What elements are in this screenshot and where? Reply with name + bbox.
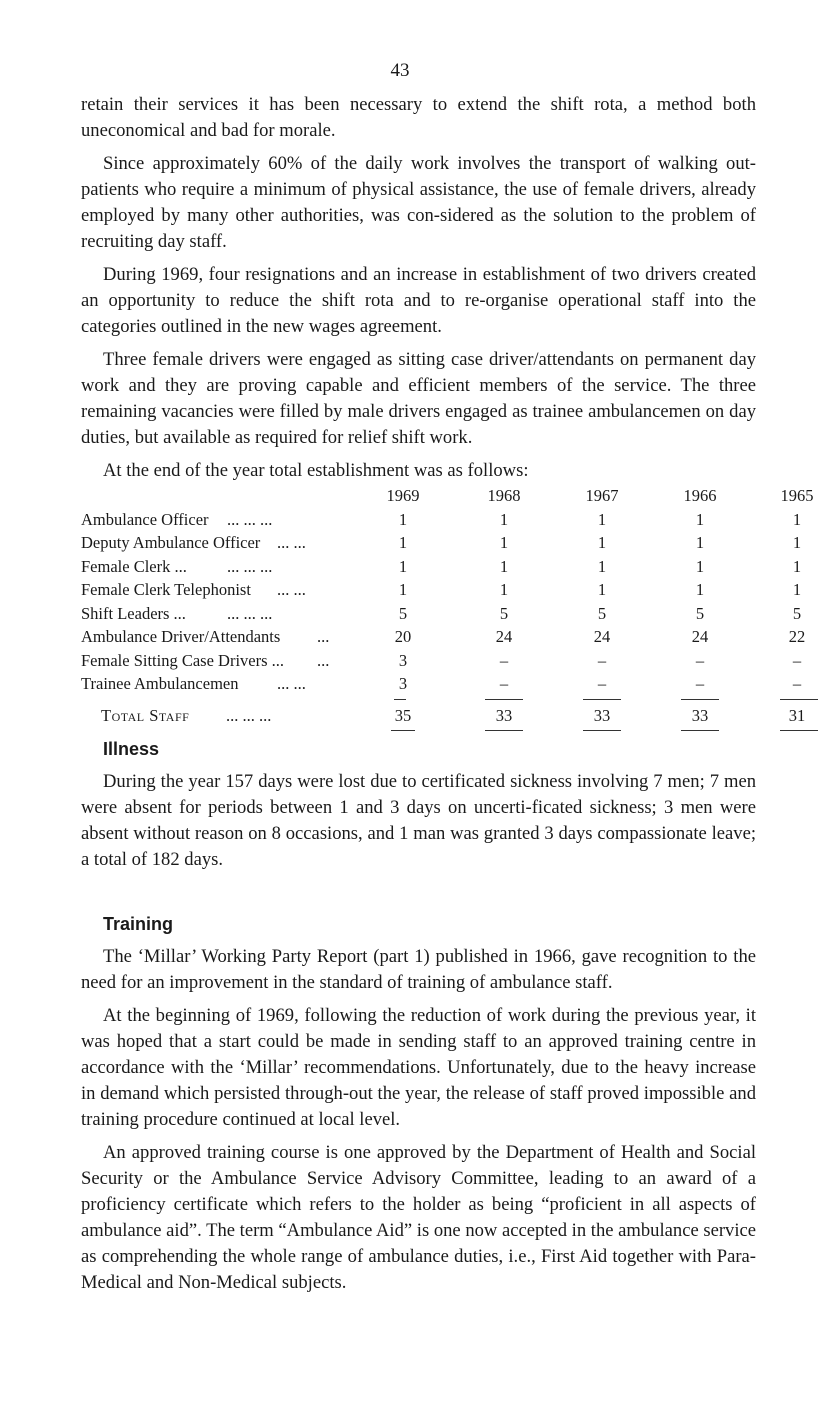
row-label: Shift Leaders ... (81, 603, 186, 623)
table-rule-top (81, 696, 761, 704)
table-cell: – (695, 674, 705, 693)
table-cell: 1 (499, 509, 509, 529)
leader-dots: ... ... ... (227, 556, 273, 576)
table-cell: 1 (695, 580, 705, 599)
year-header: 1969 (386, 486, 420, 505)
illness-section (81, 736, 756, 880)
table-cell: 5 (597, 603, 607, 623)
leader-dots: ... ... ... (226, 705, 272, 725)
paragraph: retain their services it has been necessary to extend the shift rota, a method both uneconomical and bad for morale. (81, 94, 756, 141)
table-row (81, 602, 802, 626)
table-cell: 22 (788, 627, 806, 646)
table-cell: – (499, 674, 509, 693)
leader-dots: ... ... (277, 580, 306, 599)
training-section (81, 911, 756, 1303)
row-label: Female Clerk ... (81, 556, 187, 576)
table-rule-bottom (81, 727, 761, 735)
table-cell: 1 (695, 509, 705, 529)
table-cell: 24 (691, 627, 709, 646)
table-cell: 1 (499, 580, 509, 599)
table-cell: 20 (394, 627, 412, 646)
leader-dots: ... (317, 627, 330, 646)
row-label: Ambulance Driver/Attendants (81, 627, 281, 646)
table-row (81, 555, 802, 579)
paragraph: The ‘Millar’ Working Party Report (part 1) published in 1966, gave recognition to the need for an improvement in the standard of training of ambulance staff. (81, 946, 756, 993)
row-label: Female Sitting Case Drivers ... (81, 650, 285, 670)
section-heading: Illness (103, 739, 160, 759)
table-cell: 1 (695, 533, 705, 552)
table-cell: 1 (597, 580, 607, 599)
table-cell: 24 (593, 627, 611, 646)
table-cell: 3 (398, 650, 408, 670)
table-cell: 1 (499, 556, 509, 576)
table-cell: – (597, 674, 607, 693)
table-row (81, 578, 802, 602)
total-value: 33 (691, 705, 709, 725)
total-value: 31 (788, 705, 806, 725)
table-cell: 5 (695, 603, 705, 623)
year-header: 1967 (585, 486, 619, 505)
paragraph: During the year 157 days were lost due to certificated sickness involving 7 men; 7 men were absent for periods between 1 and 3 days on uncerti-ficated sickness; 3 men were absent without reason on 8 occasions, and 1 man was granted 3 days compassionate leave; a total of 182 days. (81, 771, 756, 870)
leader-dots: ... ... (277, 533, 306, 552)
table-row (81, 531, 802, 555)
table-row (81, 672, 802, 696)
table-header-row (81, 484, 814, 508)
paragraph: An approved training course is one approved by the Department of Health and Social Security or the Ambulance Service Advisory Committee, leading to an award of a proficiency certificate which refers to the holder as being “proficient in all aspects of ambulance aid”. The term “Ambulance Aid” is one now accepted in the ambulance service as comprehending the whole range of ambulance duties, i.e., First Aid together with Para-Medical and Non-Medical subjects. (81, 1142, 756, 1293)
table-cell: 1 (792, 580, 802, 599)
table-cell: 1 (499, 533, 509, 552)
total-value: 33 (593, 705, 611, 725)
paragraph: At the beginning of 1969, following the reduction of work during the previous year, it was hoped that a start could be made in sending staff to an approved training centre in accordance with the ‘Millar’ recommendations. Unfortunately, due to the heavy increase in demand which persisted through-out the year, the release of staff proved impossible and training procedure continued at local level. (81, 1005, 756, 1130)
table-cell: 1 (597, 533, 607, 552)
row-label: Trainee Ambulancemen (81, 674, 239, 693)
total-value: 33 (495, 705, 513, 725)
table-row (81, 649, 802, 673)
row-label: Ambulance Officer (81, 509, 209, 529)
paragraph: Three female drivers were engaged as sitting case driver/attendants on permanent day work and they are proving capable and efficient members of the service. The three remaining vacancies were filled by male drivers engaged as trainee ambulancemen on day duties, but available as required for relief shift work. (81, 349, 756, 448)
leader-dots: ... ... (277, 674, 306, 693)
paragraph: At the end of the year total establishment was as follows: (103, 460, 529, 481)
table-cell: 5 (792, 603, 802, 623)
establishment-table (81, 484, 814, 735)
row-label: Female Clerk Telephonist (81, 580, 251, 599)
total-value: 35 (394, 705, 412, 725)
table-body (81, 508, 806, 696)
table-row (81, 508, 802, 532)
table-cell: 1 (398, 556, 408, 576)
table-cell: 5 (499, 603, 509, 623)
table-cell: – (792, 650, 802, 670)
table-cell: 1 (695, 556, 705, 576)
year-header: 1965 (780, 486, 814, 505)
section-heading: Training (103, 914, 174, 934)
paragraph: During 1969, four resignations and an increase in establishment of two drivers created an opportunity to reduce the shift rota and to re-organise operational staff into the categories outlined in the new wages agreement. (81, 264, 756, 337)
table-cell: 3 (398, 674, 408, 693)
page-number: 43 (390, 60, 410, 81)
table-row (81, 625, 806, 649)
table-cell: 1 (597, 509, 607, 529)
table-cell: 1 (792, 509, 802, 529)
year-header: 1968 (487, 486, 521, 505)
row-label: Deputy Ambulance Officer (81, 533, 261, 552)
table-cell: 1 (398, 509, 408, 529)
table-cell: 1 (597, 556, 607, 576)
table-cell: 24 (495, 627, 513, 646)
paragraph: Since approximately 60% of the daily work involves the transport of walking out-patients who require a minimum of physical assistance, the use of female drivers, already employed by many other authorities, was con-sidered as the solution to the problem of recruiting day staff. (81, 153, 756, 252)
table-cell: 1 (398, 533, 408, 552)
total-label: Total Staff (101, 705, 190, 725)
leader-dots: ... (317, 650, 330, 670)
table-cell: 1 (398, 580, 408, 599)
table-cell: 5 (398, 603, 408, 623)
table-cell: – (499, 650, 509, 670)
total-row (81, 704, 806, 728)
table-cell: 1 (792, 533, 802, 552)
year-header: 1966 (683, 486, 717, 505)
table-cell: – (792, 674, 802, 693)
leader-dots: ... ... ... (227, 603, 273, 623)
table-cell: – (695, 650, 705, 670)
leader-dots: ... ... ... (227, 509, 273, 529)
table-cell: – (597, 650, 607, 670)
table-cell: 1 (792, 556, 802, 576)
intro-text (81, 92, 756, 491)
